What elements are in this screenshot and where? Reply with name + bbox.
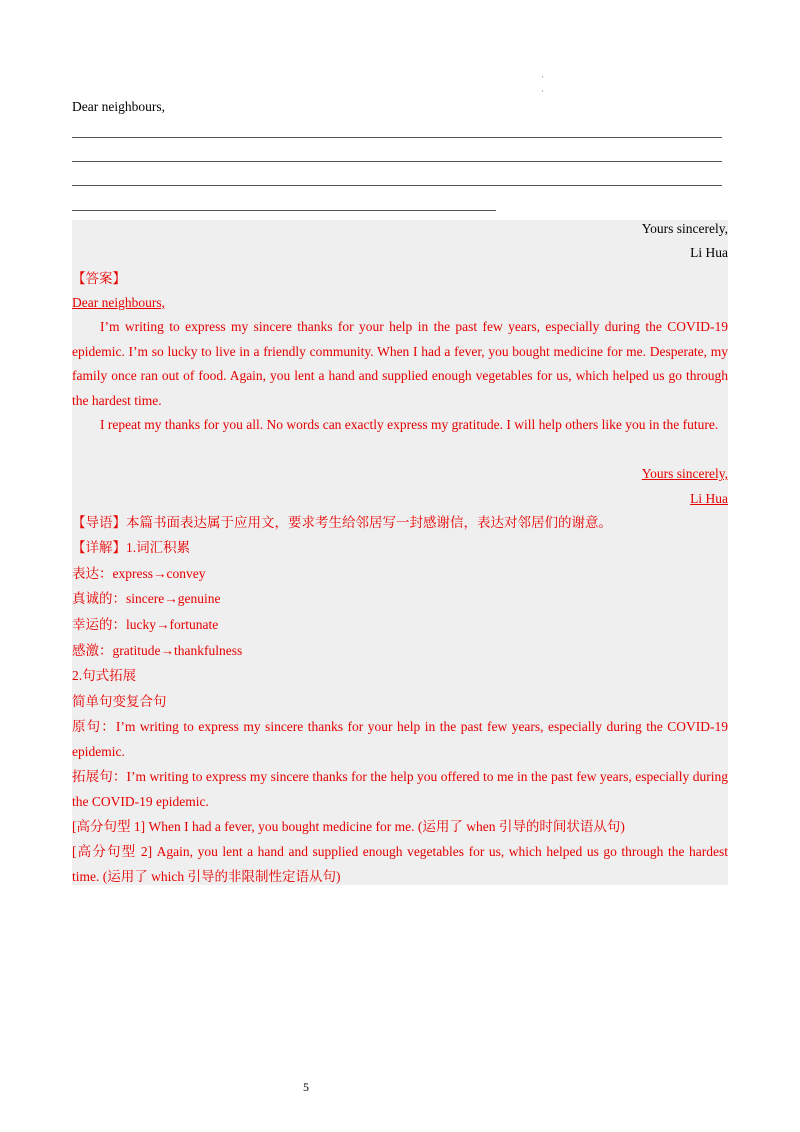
vocab-item: 感激：gratitude→thankfulness (72, 643, 243, 658)
answer-label: 【答案】 (72, 271, 126, 286)
letter-signature: Li Hua (690, 245, 728, 260)
pattern-2: [高分句型 2] Again, you lent a hand and supplied enough vegetables for us, which helped us go through the hardest time. (运用了 which 引导的非限制性定语从句) (72, 844, 728, 884)
sentence-subtitle: 简单句变复合句 (72, 694, 167, 709)
answer-paragraph-2: I repeat my thanks for you all. No words can exactly express my gratitude. I will help others like you in the future. (100, 417, 719, 432)
pattern-1: [高分句型 1] When I had a fever, you bought medicine for me. (运用了 when 引导的时间状语从句) (72, 819, 625, 834)
answer-greeting: Dear neighbours, (72, 295, 165, 310)
vocab-item: 幸运的：lucky→fortunate (72, 617, 219, 632)
guide-label: 【导语】 (72, 515, 126, 530)
guide-text: 本篇书面表达属于应用文，要求考生给邻居写一封感谢信，表达对邻居们的谢意。 (126, 515, 612, 530)
writing-line (72, 210, 496, 211)
scan-artifact: · · (541, 72, 544, 96)
sentence-section-title: 2.句式拓展 (72, 668, 137, 683)
answer-paragraph-1: I’m writing to express my sincere thanks for your help in the past few years, especially during the COVID-19 epidemic. I’m so lucky to live in a friendly community. When I had a fever, you bought medicine for me. Desperate, my family once ran out of food. Again, you lent a hand and supplied enough vegetables for us, which helped us go through the hardest time. (72, 319, 728, 408)
writing-line (72, 161, 722, 162)
answer-closing: Yours sincerely, (641, 466, 728, 481)
vocab-section-title: 1.词汇积累 (126, 540, 191, 555)
letter-greeting: Dear neighbours, (72, 99, 165, 114)
letter-closing: Yours sincerely, (641, 221, 728, 236)
details-label: 【详解】 (72, 540, 126, 555)
writing-line (72, 137, 722, 138)
details-line (72, 536, 728, 561)
answer-signature: Li Hua (690, 491, 728, 506)
page-number: 5 (303, 1080, 309, 1094)
expanded-sentence: 拓展句：I’m writing to express my sincere thanks for the help you offered to me in the past few years, especially during the COVID-19 epidemic. (72, 769, 728, 809)
writing-line (72, 185, 722, 186)
vocab-item: 表达：express→convey (72, 566, 206, 581)
vocab-item: 真诚的：sincere→genuine (72, 591, 221, 606)
original-sentence: 原句：I’m writing to express my sincere thanks for your help in the past few years, especially during the COVID-19 epidemic. (72, 719, 728, 759)
guide-line (72, 511, 728, 536)
